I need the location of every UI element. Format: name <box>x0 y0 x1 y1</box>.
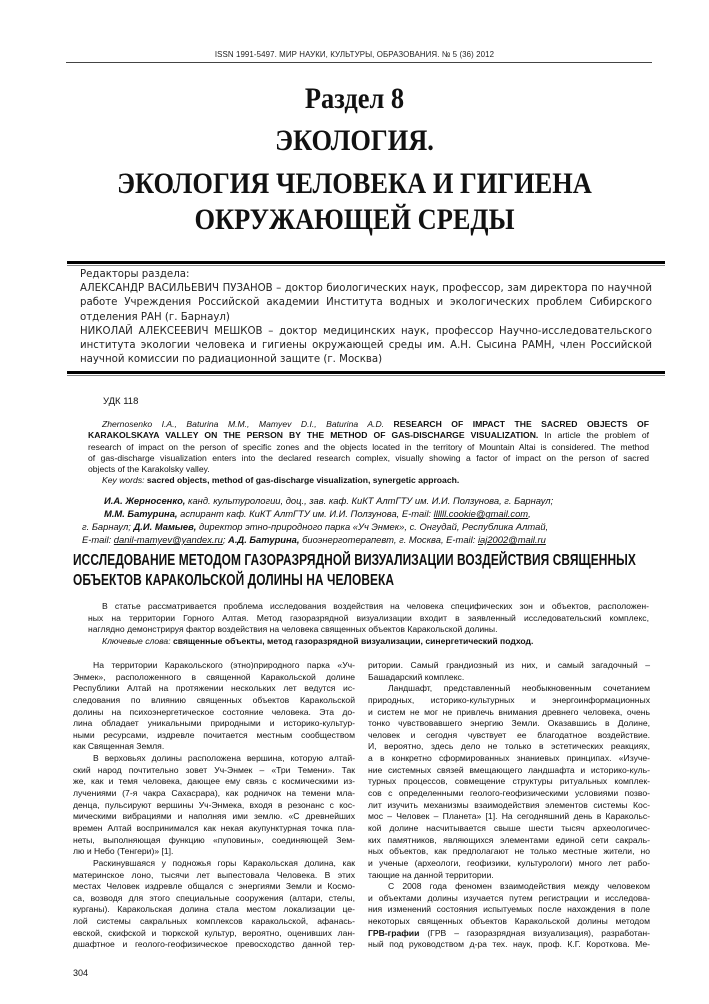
body-line: времен Алтай воспринимался как некая акупунктурная точка пла- <box>73 822 355 833</box>
body-line: Ландшафт, представленный необыкновенным сочетанием <box>388 683 650 694</box>
author-name: И.А. Жерносенко, <box>104 495 186 506</box>
author-affiliations <box>82 494 652 546</box>
keywords-value: sacred objects, method of gas-discharge visualization, synergetic approach. <box>146 475 460 486</box>
author-email-link[interactable]: iaj2002@mail.ru <box>477 534 546 545</box>
body-line: кой долине насчитывается свыше шести тысяч археологичес- <box>368 822 650 833</box>
abstract-english <box>88 419 649 487</box>
body-line: а в конкретно сформированных знаниевых принципах. «Изуче- <box>368 753 650 764</box>
body-line: В верховьях долины расположена вершина, которую алтай- <box>93 753 355 764</box>
article-title-line1: ИССЛЕДОВАНИЕ МЕТОДОМ ГАЗОРАЗРЯДНОЙ ВИЗУАЛИЗАЦИИ ВОЗДЕЙСТВИЯ СВЯЩЕННЫХ <box>73 552 636 569</box>
author-email-link[interactable]: danil-mamyev@yandex.ru <box>113 534 223 545</box>
body-line: местах Человек издревле общался с энергиями Земли и Космо- <box>73 881 355 892</box>
body-line: сов с определенными геолого-геофизическими условиями позво- <box>368 788 650 799</box>
author-name: М.М. Батурина, <box>104 508 178 519</box>
body-line: тонко чувствовавшего энергию Земли. Оказавшись в Долине, <box>368 718 650 729</box>
term-grv-graphy: ГРВ-графии <box>368 927 420 938</box>
body-line: человек и сегодня чувствует ее благодатное воздействие. <box>368 729 650 740</box>
body-line: денца, пульсируют вершины Уч-Энмека, входя в резонанс с кос- <box>73 799 355 810</box>
body-line: турных процессов, совмещение структуры ритуальных комплек- <box>368 776 650 787</box>
body-line: Раскинувшаяся у подножья горы Каракольская долина, как <box>93 857 355 868</box>
body-text: (ГРВ – газоразрядная визуализация), разработан- <box>427 927 651 938</box>
author-name: Д.И. Мамыев, <box>133 521 197 532</box>
body-line: дшафтное и геолого-геофизическое превосходство данной тер- <box>73 939 355 950</box>
body-line: мос – Человек – Планета» [1]. На сегодняшний день в Каракольс- <box>368 811 650 822</box>
abstract-en-text: In article the problem of <box>544 430 649 441</box>
body-line: С 2008 года феномен взаимодействия между человеком <box>388 881 650 892</box>
body-line: следования по влиянию священных объектов Каракольской <box>73 694 355 705</box>
body-line: и ученые (археологи, геофизики, культурологи) много лет рабо- <box>368 857 650 868</box>
body-line: са, возводя для этого специальные сооружения (алтари, стелы, <box>73 892 355 903</box>
author-city: г. Барнаул; <box>82 521 131 532</box>
body-line: тающие на данной территории. <box>368 869 494 880</box>
section-subtitle-line1: ЭКОЛОГИЯ ЧЕЛОВЕКА И ГИГИЕНА <box>117 167 592 200</box>
abstract-en-authors: Zhernosenko I.A., Baturina M.M., Mamyev D.I., Baturina A.D. <box>102 419 385 429</box>
article-title-line2: ОБЪЕКТОВ КАРАКОЛЬСКОЙ ДОЛИНЫ НА ЧЕЛОВЕКА <box>73 571 395 589</box>
body-line: природных, историко-культурных и энергоинформационных <box>368 694 650 705</box>
body-line: ритории. Самый грандиозный из них, и самый загадочный – <box>368 660 650 670</box>
author-info: директор этно-природного парка «Уч Энмек», с. Онгудай, Республика Алтай, <box>199 521 549 532</box>
author-info: канд. культурологии, доц., зав. каф. КиКТ АлтГТУ им. И.И. Ползунова, г. Барнаул; <box>188 495 554 506</box>
body-line: лина обладает уникальными природными и историко-культур- <box>73 718 355 729</box>
body-line: некоторых священных объектов Каракольской долины методом <box>368 916 650 927</box>
body-line: На территории Каракольского (этно)природного парка «Уч- <box>93 660 355 670</box>
body-line: Башадарский комплекс. <box>368 671 465 682</box>
body-line: мическими вибрациями и наполняя ими землю. «С древнейших <box>73 811 355 822</box>
body-line: неты, выполняющая функцию «пуповины», соединяющей Зем- <box>73 834 355 845</box>
running-head: ISSN 1991-5497. МИР НАУКИ, КУЛЬТУРЫ, ОБРАЗОВАНИЯ. № 5 (36) 2012 <box>214 49 495 59</box>
editor-line: АЛЕКСАНДР ВАСИЛЬЕВИЧ ПУЗАНОВ – доктор биологических наук, профессор, зам директора по научной <box>80 283 652 295</box>
abstract-en-line <box>88 419 649 430</box>
keywords-label: Ключевые слова: <box>102 636 171 647</box>
keywords-label: Key words: <box>102 475 145 486</box>
editor-line: НИКОЛАЙ АЛЕКСЕЕВИЧ МЕШКОВ – доктор медицинских наук, профессор Научно-исследовательского <box>80 325 652 337</box>
body-line: ными ресурсами, издревле почитается местным сообществом <box>73 729 355 740</box>
body-line: ния изменений состояния испытуемых после нахождения в поле <box>368 904 650 915</box>
body-line: и систем не мог не привлечь внимания древнего человека, очень <box>368 706 650 717</box>
abstract-ru-keywords <box>88 636 649 648</box>
author-email-link[interactable]: llllll.cookie@gmail.com <box>433 508 529 519</box>
editor-line: отделения РАН (г. Барнаул) <box>80 311 230 323</box>
abstract-en-line: objects of the Karakolsky valley. <box>88 464 210 475</box>
body-line: евской, скифской и тюркской культур, вероятно, оценивших лан- <box>73 927 355 938</box>
section-number: Раздел 8 <box>304 82 405 115</box>
author-line <box>104 507 652 520</box>
section-rule-top <box>67 261 665 264</box>
section-subtitle-line2: ОКРУЖАЮЩЕЙ СРЕДЫ <box>194 203 515 236</box>
body-line: же, как и темя человека, дающее ему связь с космическими из- <box>73 776 355 787</box>
page-number: 304 <box>73 968 89 978</box>
email-label: E-mail: <box>82 534 112 545</box>
abstract-en-title: RESEARCH OF IMPACT THE SACRED OBJECTS OF <box>393 419 649 429</box>
body-line: материнское лоно, тысячи лет выпестовала Человека. В этих <box>73 869 355 880</box>
author-info: аспирант каф. КиКТ АлтГТУ им. И.И. Ползунова, E-mail: <box>180 508 432 519</box>
body-line: лит изучить механизмы взаимодействия элементов системы Кос- <box>368 799 650 810</box>
body-line: ный под руководством д-ра тех. наук, проф. К.Г. Короткова. Ме- <box>368 939 650 950</box>
section-editors <box>80 268 652 367</box>
author-line <box>104 494 652 507</box>
body-line: курганы). Каракольская долина стала местом локализации це- <box>73 904 355 915</box>
editor-line: научной комиссии по радиационной защите (г. Москва) <box>80 354 383 366</box>
keywords-value: священные объекты, метод газоразрядной визуализации, синергетический подход. <box>172 636 534 647</box>
body-line: долины на психоэнергетическое состояние человека. Эта до- <box>73 706 355 717</box>
abstract-en-line: research of impact on the person of specific zones and the objects located in the territory of Mountain Altai is considered. The method <box>88 441 649 452</box>
body-line: и объектами долины изучается путем регистрации и исследова- <box>368 892 650 903</box>
author-line <box>82 533 652 546</box>
editor-line: института экологии человека и гигиены окружающей среды им. А.Н. Сысина РАМН, член Российской <box>80 340 652 352</box>
abstract-en-line <box>88 430 649 441</box>
author-info: биоэнерготерапевт, г. Москва, E-mail: <box>302 534 476 545</box>
body-line: ких памятников, являющихся элементами единой сети сакраль- <box>368 834 650 845</box>
body-line: лой системы сакральных комплексов каракольской, афанась- <box>73 916 355 927</box>
abstract-en-line: of gas-discharge visualization enters into the declared research complex, visually showing a factor of impact on the person of sacred <box>88 452 649 463</box>
abstract-ru-line: ных на территории Горного Алтая. Метод газоразрядной визуализации входит в заявленный исследовательский комплекс, <box>88 612 649 623</box>
body-line: Республики Алтай на протяжении нескольких лет ведутся ис- <box>73 683 355 694</box>
body-column-left <box>73 660 355 951</box>
abstract-en-keywords <box>88 475 649 486</box>
body-line: как Священная Земля. <box>73 741 165 752</box>
punctuation: ; <box>222 534 226 545</box>
abstract-en-title-cont: KARAKOLSKAYA VALLEY ON THE PERSON BY THE METHOD OF GAS-DISCHARGE VISUALIZATION. <box>88 430 539 441</box>
section-subtitle <box>43 166 667 238</box>
abstract-ru-line: наглядно демонстрируя фактор воздействия на человека священных объектов Каракольской долины. <box>88 624 498 635</box>
body-line: лю и Небо (Тенгери)» [1]. <box>73 846 174 857</box>
author-line <box>82 520 652 533</box>
section-title: ЭКОЛОГИЯ. <box>275 124 434 157</box>
body-column-right <box>368 660 650 951</box>
body-line: ных объектов, как предполагают не только местные жители, но <box>368 846 650 857</box>
abstract-russian <box>88 601 649 648</box>
body-line: лучениями (7-я чакра Сахасрара), как родничок на темени мла- <box>73 788 355 799</box>
body-line: И, вероятно, здесь дело не только в эстетических реакциях, <box>368 741 650 752</box>
editors-heading: Редакторы раздела: <box>80 269 190 280</box>
body-line <box>368 928 650 940</box>
article-title <box>73 551 654 590</box>
punctuation: , <box>528 508 531 519</box>
udk-code: УДК 118 <box>103 396 139 407</box>
section-rule-bottom <box>67 371 665 374</box>
body-line: ние системных связей вмещающего ландшафта и историко-куль- <box>368 764 650 775</box>
abstract-ru-line: В статье рассматривается проблема исследования воздействия на человека специфических зон и объектов, расположен- <box>102 601 649 611</box>
body-line: Энмек», расположенного в священной Каракольской долине <box>73 671 355 682</box>
editor-line: работе Учреждения Российской академии Института водных и экологических проблем Сибирского <box>80 297 652 309</box>
author-name: А.Д. Батурина, <box>228 534 300 545</box>
body-line: ский народ почтительно зовет Уч-Энмек – «Три Темени». Так <box>73 764 355 775</box>
header-rule <box>66 62 652 63</box>
